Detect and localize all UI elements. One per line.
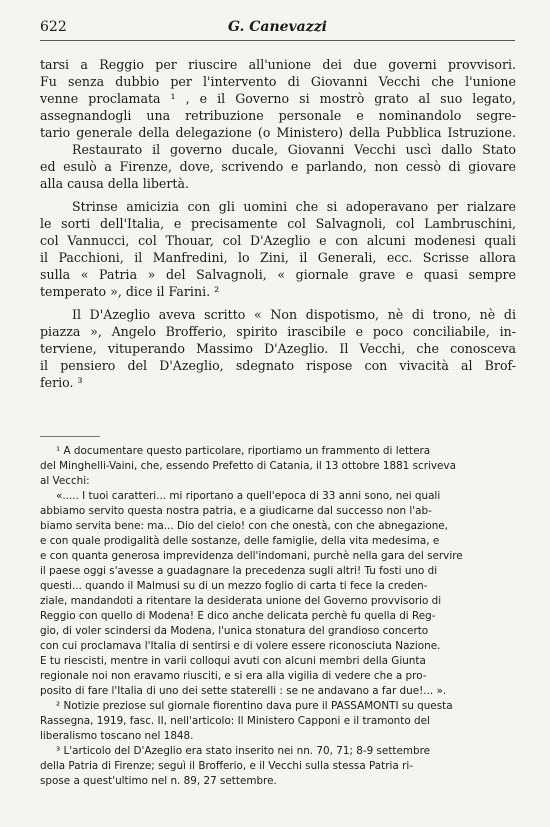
body-line: tario generale della delegazione (o Ministero) della Pubblica Istruzione. [40,125,516,140]
body-line: ed esulò a Firenze, dove, scrivendo e parlando, non cessò di giovare [40,159,516,174]
body-line: le sorti dell'Italia, e precisamente col Salvagnoli, col Lambruschini, [40,216,516,231]
body-line: Fu senza dubbio per l'intervento di Giovanni Vecchi che l'unione [40,74,516,89]
body-line: il pensiero del D'Azeglio, sdegnato rispose con vivacità al Brof- [40,358,516,373]
body-line: ferio. ³ [40,375,83,390]
footnote-line: ³ L'articolo del D'Azeglio era stato inserito nei nn. 70, 71; 8-9 settembre [56,745,431,757]
footnote-line: del Minghelli-Vaini, che, essendo Prefetto di Catania, il 13 ottobre 1881 scriveva [40,460,456,472]
footnote-line: gio, di voler scindersi da Modena, l'unica stonatura del grandioso concerto [40,625,429,637]
footnote-line: ¹ A documentare questo particolare, riportiamo un frammento di lettera [56,445,431,457]
footnote-line: al Vecchi: [40,475,90,487]
body-line: assegnandogli una retribuzione personale e nominandolo segre- [40,108,516,123]
footnote-line: Rassegna, 1919, fasc. II, nell'articolo: Il Ministero Capponi e il tramonto del [40,715,430,727]
footnote-line: Reggio con quello di Modena! E dico anche delicata perchè fu quella di Reg- [40,610,436,622]
body-line: Restaurato il governo ducale, Giovanni Vecchi uscì dallo Stato [72,142,516,157]
footnote-line: questi... quando il Malmusi su di un mezzo foglio di carta ti fece la creden- [40,580,428,592]
footnote-line: spose a quest'ultimo nel n. 89, 27 settembre. [40,775,277,787]
body-line: tarsi a Reggio per riuscire all'unione dei due governi provvisori. [40,57,516,72]
page-number: 622 [40,19,67,35]
footnote-line: «..... I tuoi caratteri... mi riportano a quell'epoca di 33 anni sono, nei quali [56,490,441,502]
body-line: sulla « Patria » del Salvagnoli, « giornale grave e quasi sempre [40,267,516,282]
footnote-line: posito di fare l'Italia di uno dei sette staterelli : se ne andavano a far due!... ». [40,685,447,697]
running-head: G. Canevazzi [228,19,327,35]
body-line: Strinse amicizia con gli uomini che si adoperavano per rialzare [72,199,516,214]
footnote-line: liberalismo toscano nel 1848. [40,730,194,742]
footnote-line: ziale, mandandoti a ritentare la desiderata unione del Governo provvisorio di [40,595,442,607]
body-line: piazza », Angelo Brofferio, spirito irascibile e poco conciliabile, in- [40,324,516,339]
body-line: il Pacchioni, il Manfredini, lo Zini, il Generali, ecc. Scrisse allora [40,250,516,265]
footnote-line: della Patria di Firenze; seguì il Brofferio, e il Vecchi sulla stessa Patria ri- [40,760,413,772]
body-line: alla causa della libertà. [40,176,189,191]
footnote-line: e con quale prodigalità delle sostanze, delle famiglie, della vita medesima, e [40,535,440,547]
footnote-line: con cui proclamava l'Italia di sentirsi e di volere essere riconosciuta Nazione. [40,640,441,652]
footnote-divider [40,436,100,437]
footnote-line: il paese oggi s'avesse a guadagnare la precedenza sugli altri! Tu fosti uno di [40,565,438,577]
body-line: Il D'Azeglio aveva scritto « Non dispotismo, nè di trono, nè di [72,307,516,322]
footnote-line: e con quanta generosa imprevidenza dell'indomani, purchè nella gara del servire [40,550,463,562]
footnote-line: E tu riescisti, mentre in varii colloqui avuti con alcuni membri della Giunta [40,655,426,667]
footnote-line: biamo servita bene: ma... Dio del cielo! con che onestà, con che abnegazione, [40,520,448,532]
footnote-line: ² Notizie preziose sul giornale fiorentino dava pure il PASSAMONTI su questa [56,700,453,712]
page-header [40,14,515,41]
body-line: temperato », dice il Farini. ² [40,284,220,299]
footnote-line: regionale noi non eravamo riusciti, e si era alla vigilia di vedere che a pro- [40,670,427,682]
body-line: terviene, vituperando Massimo D'Azeglio. Il Vecchi, che conosceva [40,341,516,356]
body-line: venne proclamata ¹ , e il Governo si mostrò grato al suo legato, [40,91,516,106]
body-line: col Vannucci, col Thouar, col D'Azeglio e con alcuni modenesi quali [40,233,516,248]
footnote-line: abbiamo servito questa nostra patria, e a giudicarne dal successo non l'ab- [40,505,432,517]
